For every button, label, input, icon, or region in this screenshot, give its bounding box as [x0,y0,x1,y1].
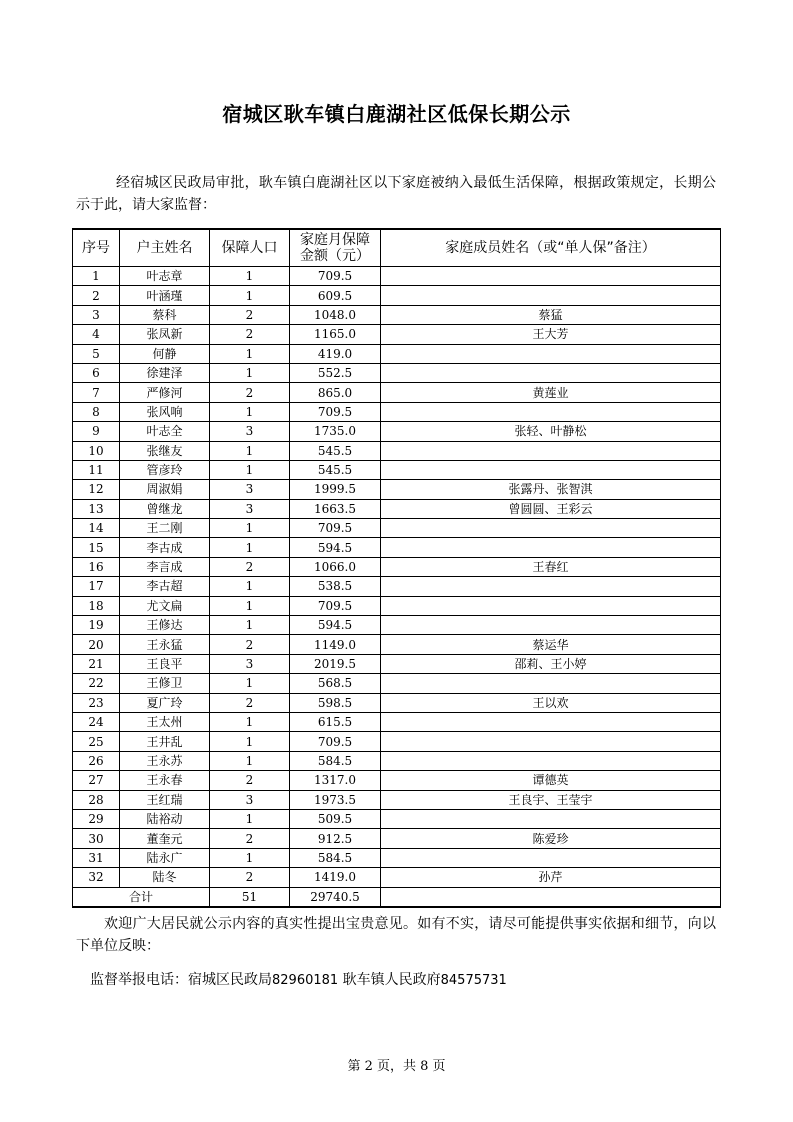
total-members [381,887,721,907]
table-row [73,829,721,848]
row-seq: 13 [73,499,120,518]
hotline-line [90,970,507,991]
row-head-name: 王永苏 [120,751,210,770]
table-row [73,809,721,828]
row-amount: 1165.0 [290,325,381,344]
table-row [73,267,721,286]
row-seq: 27 [73,771,120,790]
row-count: 1 [210,751,290,770]
row-seq: 30 [73,829,120,848]
total-label: 合计 [73,887,210,907]
row-amount: 1663.5 [290,499,381,518]
table-row [73,674,721,693]
row-count: 1 [210,286,290,305]
row-amount: 912.5 [290,829,381,848]
subsidy-table [72,228,721,908]
row-seq: 18 [73,596,120,615]
page-footer: 第 2 页，共 8 页 [347,1059,446,1074]
row-members: 陈爱珍 [381,829,721,848]
row-amount: 1317.0 [290,771,381,790]
row-head-name: 王修卫 [120,674,210,693]
row-members [381,441,721,460]
row-seq: 7 [73,383,120,402]
header-members: 家庭成员姓名（或“单人保”备注） [381,229,721,267]
row-head-name: 严修河 [120,383,210,402]
row-amount: 709.5 [290,596,381,615]
row-seq: 17 [73,577,120,596]
table-row [73,441,721,460]
total-count: 51 [210,887,290,907]
hotline-phone1: 82960181 [272,973,339,988]
row-seq: 29 [73,809,120,828]
table-row [73,635,721,654]
row-members: 王大芳 [381,325,721,344]
row-seq: 14 [73,519,120,538]
row-count: 3 [210,654,290,673]
row-members [381,712,721,731]
row-count: 3 [210,499,290,518]
row-members [381,674,721,693]
row-count: 1 [210,809,290,828]
header-head-name: 户主姓名 [120,229,210,267]
row-amount: 568.5 [290,674,381,693]
row-members [381,402,721,421]
row-head-name: 陆冬 [120,868,210,887]
table-row [73,344,721,363]
table-row [73,771,721,790]
row-members [381,596,721,615]
row-members [381,460,721,479]
table-row [73,383,721,402]
row-seq: 12 [73,480,120,499]
row-members [381,577,721,596]
row-amount: 538.5 [290,577,381,596]
row-seq: 4 [73,325,120,344]
row-head-name: 周淑娟 [120,480,210,499]
row-head-name: 陆裕动 [120,809,210,828]
row-seq: 23 [73,693,120,712]
row-seq: 19 [73,616,120,635]
row-count: 2 [210,771,290,790]
row-seq: 2 [73,286,120,305]
row-count: 2 [210,635,290,654]
row-seq: 6 [73,363,120,382]
row-members: 黄莲业 [381,383,721,402]
row-count: 3 [210,790,290,809]
row-amount: 552.5 [290,363,381,382]
row-amount: 584.5 [290,751,381,770]
row-count: 2 [210,305,290,324]
row-head-name: 王永春 [120,771,210,790]
row-members [381,344,721,363]
row-amount: 594.5 [290,538,381,557]
row-head-name: 徐建泽 [120,363,210,382]
table-row [73,460,721,479]
table-row [73,751,721,770]
header-seq: 序号 [73,229,120,267]
row-head-name: 管彦玲 [120,460,210,479]
row-seq: 25 [73,732,120,751]
row-amount: 1735.0 [290,422,381,441]
table-row [73,577,721,596]
row-members [381,519,721,538]
row-members [381,616,721,635]
intro-paragraph: 经宿城区民政局审批，耿车镇白鹿湖社区以下家庭被纳入最低生活保障，根据政策规定，长期公示于此，请大家监督： [76,175,716,213]
row-head-name: 李古成 [120,538,210,557]
table-row [73,790,721,809]
table-row [73,325,721,344]
row-head-name: 张凤新 [120,325,210,344]
row-amount: 584.5 [290,848,381,867]
table-row [73,693,721,712]
row-amount: 545.5 [290,441,381,460]
row-head-name: 李言成 [120,557,210,576]
row-count: 2 [210,325,290,344]
table-row [73,538,721,557]
row-members [381,363,721,382]
row-seq: 15 [73,538,120,557]
hotline-phone2: 84575731 [440,973,507,988]
row-seq: 32 [73,868,120,887]
table-row [73,557,721,576]
row-count: 1 [210,441,290,460]
row-amount: 545.5 [290,460,381,479]
header-count: 保障人口 [210,229,290,267]
row-head-name: 王红瑞 [120,790,210,809]
row-head-name: 王井乱 [120,732,210,751]
row-head-name: 叶涵瑾 [120,286,210,305]
row-head-name: 王修达 [120,616,210,635]
row-amount: 1999.5 [290,480,381,499]
table-row [73,732,721,751]
row-amount: 509.5 [290,809,381,828]
row-seq: 16 [73,557,120,576]
row-amount: 709.5 [290,519,381,538]
row-amount: 709.5 [290,402,381,421]
row-members [381,286,721,305]
row-amount: 609.5 [290,286,381,305]
row-members: 曾圆圆、王彩云 [381,499,721,518]
row-count: 3 [210,480,290,499]
table-row [73,868,721,887]
table-row [73,499,721,518]
table-row [73,596,721,615]
row-count: 1 [210,596,290,615]
row-members [381,732,721,751]
row-members: 蔡运华 [381,635,721,654]
row-head-name: 尤文扁 [120,596,210,615]
row-head-name: 夏广玲 [120,693,210,712]
row-head-name: 张继友 [120,441,210,460]
row-members: 孙芹 [381,868,721,887]
row-amount: 2019.5 [290,654,381,673]
row-members [381,538,721,557]
row-members: 王春红 [381,557,721,576]
row-count: 2 [210,693,290,712]
row-seq: 28 [73,790,120,809]
row-amount: 594.5 [290,616,381,635]
row-seq: 5 [73,344,120,363]
table-row [73,480,721,499]
row-count: 1 [210,460,290,479]
row-seq: 20 [73,635,120,654]
row-members [381,751,721,770]
table-row [73,363,721,382]
row-head-name: 叶志全 [120,422,210,441]
row-head-name: 王太州 [120,712,210,731]
row-members: 王以欢 [381,693,721,712]
row-count: 1 [210,732,290,751]
row-count: 2 [210,383,290,402]
row-head-name: 陆永广 [120,848,210,867]
row-count: 2 [210,868,290,887]
header-amount-line1: 家庭月保障 [300,232,370,248]
table-header-row [73,229,721,267]
row-count: 1 [210,712,290,731]
row-seq: 31 [73,848,120,867]
row-seq: 10 [73,441,120,460]
row-head-name: 叶志章 [120,267,210,286]
row-amount: 419.0 [290,344,381,363]
row-count: 1 [210,519,290,538]
total-amount: 29740.5 [290,887,381,907]
row-members: 张露丹、张智淇 [381,480,721,499]
row-head-name: 王良平 [120,654,210,673]
row-head-name: 蔡科 [120,305,210,324]
row-members: 王良宇、王莹宇 [381,790,721,809]
table-row [73,519,721,538]
row-count: 1 [210,674,290,693]
row-amount: 1048.0 [290,305,381,324]
row-count: 1 [210,344,290,363]
row-members [381,809,721,828]
row-members: 蔡猛 [381,305,721,324]
header-amount [290,229,381,267]
row-count: 3 [210,422,290,441]
row-head-name: 王二刚 [120,519,210,538]
hotline-org2: 耿车镇人民政府 [342,972,441,988]
table-row [73,286,721,305]
row-amount: 865.0 [290,383,381,402]
row-count: 1 [210,267,290,286]
row-seq: 22 [73,674,120,693]
table-row [73,654,721,673]
row-head-name: 张风响 [120,402,210,421]
row-amount: 1066.0 [290,557,381,576]
row-count: 2 [210,557,290,576]
closing-paragraph: 欢迎广大居民就公示内容的真实性提出宝贵意见。如有不实，请尽可能提供事实依据和细节，向以下单位反映： [76,916,716,954]
row-seq: 9 [73,422,120,441]
row-amount: 1419.0 [290,868,381,887]
row-count: 1 [210,616,290,635]
table-row [73,616,721,635]
row-head-name: 王永猛 [120,635,210,654]
page-title: 宿城区耿车镇白鹿湖社区低保长期公示 [222,102,571,126]
row-members: 张轻、叶静松 [381,422,721,441]
table-row [73,402,721,421]
row-count: 2 [210,829,290,848]
row-count: 1 [210,402,290,421]
row-amount: 1149.0 [290,635,381,654]
row-count: 1 [210,538,290,557]
row-seq: 21 [73,654,120,673]
hotline-org1: 宿城区民政局 [188,972,272,988]
row-head-name: 何静 [120,344,210,363]
table-row [73,712,721,731]
row-members [381,848,721,867]
row-head-name: 曾继龙 [120,499,210,518]
row-seq: 24 [73,712,120,731]
hotline-prefix: 监督举报电话： [90,972,188,988]
row-head-name: 李古超 [120,577,210,596]
header-amount-line2: 金额（元） [300,248,370,264]
row-seq: 3 [73,305,120,324]
row-amount: 615.5 [290,712,381,731]
row-amount: 709.5 [290,267,381,286]
table-row [73,305,721,324]
row-count: 1 [210,577,290,596]
row-seq: 1 [73,267,120,286]
row-amount: 598.5 [290,693,381,712]
row-amount: 709.5 [290,732,381,751]
row-head-name: 董奎元 [120,829,210,848]
row-amount: 1973.5 [290,790,381,809]
row-members: 谭德英 [381,771,721,790]
row-count: 1 [210,363,290,382]
row-seq: 11 [73,460,120,479]
row-members [381,267,721,286]
row-members: 邵莉、王小婷 [381,654,721,673]
row-seq: 8 [73,402,120,421]
table-row [73,848,721,867]
total-row [73,887,721,907]
row-count: 1 [210,848,290,867]
row-seq: 26 [73,751,120,770]
table-row [73,422,721,441]
